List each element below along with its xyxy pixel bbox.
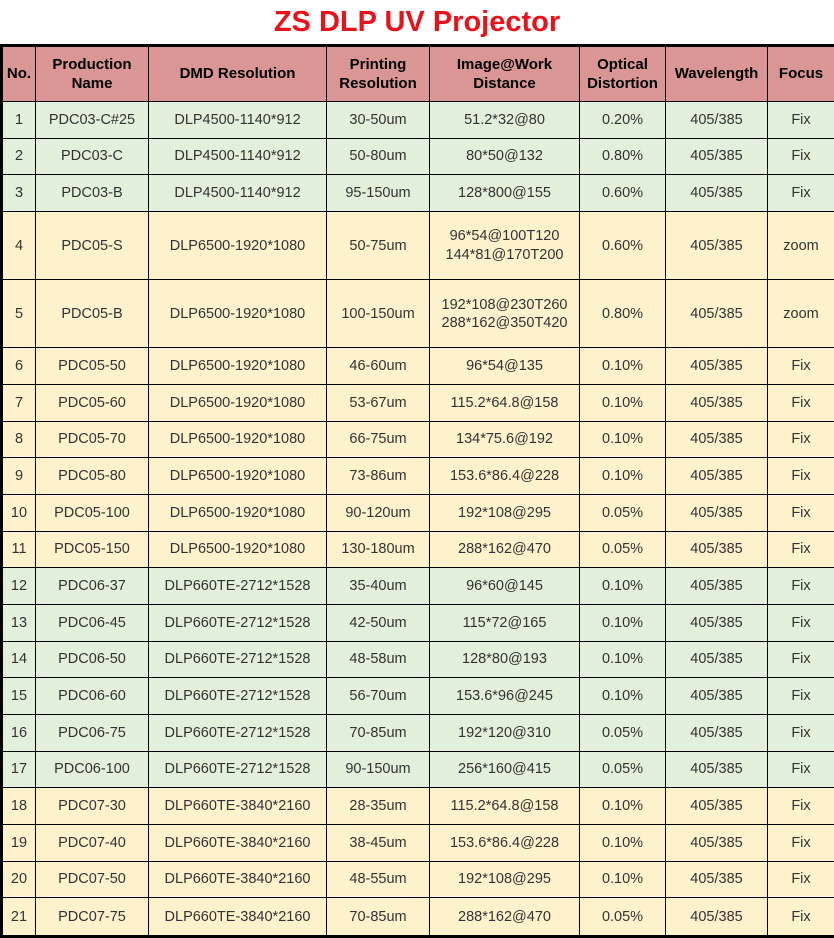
cell-optical-distortion: 0.10% — [580, 348, 666, 385]
cell-printing-resolution: 70-85um — [327, 715, 430, 752]
cell-dmd-resolution: DLP660TE-3840*2160 — [149, 825, 327, 862]
cell-dmd-resolution: DLP660TE-2712*1528 — [149, 751, 327, 788]
table-row — [2, 175, 834, 212]
cell-image-work-distance — [430, 898, 580, 937]
cell-focus: Fix — [768, 825, 834, 862]
table-row — [2, 898, 834, 937]
cell-focus: zoom — [768, 212, 834, 280]
cell-no: 20 — [2, 861, 36, 898]
cell-dmd-resolution: DLP4500-1140*912 — [149, 175, 327, 212]
cell-wavelength: 405/385 — [666, 175, 768, 212]
cell-focus: Fix — [768, 678, 834, 715]
cell-image-work-distance — [430, 715, 580, 752]
cell-image-work-distance — [430, 280, 580, 348]
header-row — [2, 46, 834, 102]
cell-production-name: PDC03-C — [36, 138, 149, 175]
cell-wavelength: 405/385 — [666, 348, 768, 385]
cell-wavelength: 405/385 — [666, 494, 768, 531]
cell-optical-distortion: 0.10% — [580, 421, 666, 458]
cell-focus: zoom — [768, 280, 834, 348]
image-distance-line: 288*162@350T420 — [441, 314, 568, 331]
cell-no: 15 — [2, 678, 36, 715]
cell-optical-distortion: 0.05% — [580, 494, 666, 531]
page-title: ZS DLP UV Projector — [273, 5, 561, 38]
cell-dmd-resolution: DLP660TE-2712*1528 — [149, 678, 327, 715]
cell-production-name: PDC06-50 — [36, 641, 149, 678]
cell-image-work-distance — [430, 384, 580, 421]
header-wavelength: Wavelength — [666, 46, 768, 102]
cell-no: 11 — [2, 531, 36, 568]
cell-wavelength: 405/385 — [666, 531, 768, 568]
cell-production-name: PDC05-100 — [36, 494, 149, 531]
cell-printing-resolution: 42-50um — [327, 605, 430, 642]
cell-no: 21 — [2, 898, 36, 937]
image-distance-line: 134*75.6@192 — [456, 431, 553, 448]
cell-printing-resolution: 50-80um — [327, 138, 430, 175]
cell-dmd-resolution: DLP6500-1920*1080 — [149, 280, 327, 348]
cell-image-work-distance — [430, 138, 580, 175]
cell-dmd-resolution: DLP660TE-2712*1528 — [149, 605, 327, 642]
cell-optical-distortion: 0.10% — [580, 605, 666, 642]
cell-focus: Fix — [768, 175, 834, 212]
cell-dmd-resolution: DLP6500-1920*1080 — [149, 531, 327, 568]
cell-dmd-resolution: DLP6500-1920*1080 — [149, 494, 327, 531]
cell-production-name: PDC06-60 — [36, 678, 149, 715]
cell-no: 12 — [2, 568, 36, 605]
cell-dmd-resolution: DLP6500-1920*1080 — [149, 212, 327, 280]
image-distance-line: 115.2*64.8@158 — [450, 394, 559, 411]
cell-printing-resolution: 50-75um — [327, 212, 430, 280]
cell-wavelength: 405/385 — [666, 751, 768, 788]
cell-wavelength: 405/385 — [666, 715, 768, 752]
cell-no: 4 — [2, 212, 36, 280]
cell-printing-resolution: 35-40um — [327, 568, 430, 605]
image-distance-line: 192*120@310 — [458, 724, 551, 741]
cell-focus: Fix — [768, 348, 834, 385]
cell-dmd-resolution: DLP6500-1920*1080 — [149, 458, 327, 495]
cell-no: 16 — [2, 715, 36, 752]
cell-image-work-distance — [430, 531, 580, 568]
table-row — [2, 788, 834, 825]
cell-wavelength: 405/385 — [666, 421, 768, 458]
table-row — [2, 421, 834, 458]
cell-dmd-resolution: DLP660TE-2712*1528 — [149, 568, 327, 605]
image-distance-line: 153.6*96@245 — [456, 688, 553, 705]
cell-dmd-resolution: DLP4500-1140*912 — [149, 102, 327, 139]
image-distance-line: 288*162@470 — [458, 908, 551, 925]
cell-dmd-resolution: DLP6500-1920*1080 — [149, 348, 327, 385]
cell-optical-distortion: 0.10% — [580, 384, 666, 421]
table-row — [2, 494, 834, 531]
cell-image-work-distance — [430, 788, 580, 825]
cell-optical-distortion: 0.10% — [580, 568, 666, 605]
table-row — [2, 212, 834, 280]
cell-printing-resolution: 46-60um — [327, 348, 430, 385]
cell-production-name: PDC05-B — [36, 280, 149, 348]
cell-printing-resolution: 70-85um — [327, 898, 430, 937]
cell-dmd-resolution: DLP6500-1920*1080 — [149, 421, 327, 458]
cell-image-work-distance — [430, 348, 580, 385]
cell-production-name: PDC06-100 — [36, 751, 149, 788]
cell-production-name: PDC03-B — [36, 175, 149, 212]
image-distance-line: 288*162@470 — [458, 541, 551, 558]
cell-printing-resolution: 53-67um — [327, 384, 430, 421]
cell-production-name: PDC07-50 — [36, 861, 149, 898]
header-image-work-distance: Image@Work Distance — [430, 46, 580, 102]
cell-no: 17 — [2, 751, 36, 788]
cell-printing-resolution: 73-86um — [327, 458, 430, 495]
cell-optical-distortion: 0.80% — [580, 280, 666, 348]
cell-focus: Fix — [768, 458, 834, 495]
cell-no: 7 — [2, 384, 36, 421]
spec-table — [0, 44, 834, 938]
cell-optical-distortion: 0.05% — [580, 751, 666, 788]
cell-dmd-resolution: DLP660TE-3840*2160 — [149, 788, 327, 825]
image-distance-line: 96*60@145 — [466, 578, 543, 595]
cell-wavelength: 405/385 — [666, 384, 768, 421]
table-row — [2, 641, 834, 678]
cell-focus: Fix — [768, 138, 834, 175]
cell-printing-resolution: 48-58um — [327, 641, 430, 678]
image-distance-line: 96*54@135 — [466, 358, 543, 375]
cell-dmd-resolution: DLP4500-1140*912 — [149, 138, 327, 175]
cell-focus: Fix — [768, 861, 834, 898]
cell-optical-distortion: 0.10% — [580, 825, 666, 862]
cell-image-work-distance — [430, 825, 580, 862]
header-focus: Focus — [768, 46, 834, 102]
cell-image-work-distance — [430, 212, 580, 280]
cell-optical-distortion: 0.05% — [580, 531, 666, 568]
cell-no: 13 — [2, 605, 36, 642]
cell-focus: Fix — [768, 421, 834, 458]
cell-production-name: PDC06-75 — [36, 715, 149, 752]
cell-production-name: PDC05-50 — [36, 348, 149, 385]
cell-printing-resolution: 66-75um — [327, 421, 430, 458]
cell-wavelength: 405/385 — [666, 458, 768, 495]
cell-production-name: PDC05-60 — [36, 384, 149, 421]
table-row — [2, 102, 834, 139]
cell-focus: Fix — [768, 788, 834, 825]
image-distance-line: 128*800@155 — [458, 185, 551, 202]
cell-image-work-distance — [430, 175, 580, 212]
image-distance-line: 51.2*32@80 — [464, 111, 545, 128]
table-row — [2, 861, 834, 898]
cell-dmd-resolution: DLP660TE-3840*2160 — [149, 861, 327, 898]
cell-no: 9 — [2, 458, 36, 495]
cell-image-work-distance — [430, 641, 580, 678]
cell-focus: Fix — [768, 715, 834, 752]
image-distance-line: 96*54@100T120 — [449, 228, 560, 245]
cell-production-name: PDC06-45 — [36, 605, 149, 642]
cell-optical-distortion: 0.20% — [580, 102, 666, 139]
cell-focus: Fix — [768, 102, 834, 139]
table-row — [2, 384, 834, 421]
cell-focus: Fix — [768, 494, 834, 531]
table-row — [2, 280, 834, 348]
cell-focus: Fix — [768, 568, 834, 605]
cell-image-work-distance — [430, 861, 580, 898]
cell-wavelength: 405/385 — [666, 280, 768, 348]
table-row — [2, 715, 834, 752]
cell-printing-resolution: 90-120um — [327, 494, 430, 531]
cell-wavelength: 405/385 — [666, 898, 768, 937]
cell-no: 3 — [2, 175, 36, 212]
cell-dmd-resolution: DLP660TE-2712*1528 — [149, 641, 327, 678]
cell-printing-resolution: 130-180um — [327, 531, 430, 568]
cell-image-work-distance — [430, 605, 580, 642]
image-distance-line: 115*72@165 — [462, 614, 547, 631]
cell-production-name: PDC03-C#25 — [36, 102, 149, 139]
cell-printing-resolution: 30-50um — [327, 102, 430, 139]
cell-production-name: PDC05-80 — [36, 458, 149, 495]
cell-printing-resolution: 48-55um — [327, 861, 430, 898]
cell-dmd-resolution: DLP660TE-2712*1528 — [149, 715, 327, 752]
table-row — [2, 751, 834, 788]
cell-wavelength: 405/385 — [666, 641, 768, 678]
cell-image-work-distance — [430, 494, 580, 531]
cell-production-name: PDC07-75 — [36, 898, 149, 937]
cell-optical-distortion: 0.10% — [580, 641, 666, 678]
table-row — [2, 678, 834, 715]
header-production-name: Production Name — [36, 46, 149, 102]
image-distance-line: 192*108@295 — [458, 871, 551, 888]
cell-wavelength: 405/385 — [666, 788, 768, 825]
image-distance-line: 80*50@132 — [466, 148, 543, 165]
image-distance-line: 153.6*86.4@228 — [449, 468, 560, 485]
cell-no: 2 — [2, 138, 36, 175]
cell-no: 5 — [2, 280, 36, 348]
table-row — [2, 348, 834, 385]
cell-production-name: PDC07-30 — [36, 788, 149, 825]
cell-wavelength: 405/385 — [666, 568, 768, 605]
cell-optical-distortion: 0.10% — [580, 458, 666, 495]
cell-focus: Fix — [768, 384, 834, 421]
cell-production-name: PDC05-S — [36, 212, 149, 280]
header-no: No. — [2, 46, 36, 102]
cell-production-name: PDC06-37 — [36, 568, 149, 605]
cell-optical-distortion: 0.60% — [580, 212, 666, 280]
image-distance-line: 115.2*64.8@158 — [450, 798, 559, 815]
cell-printing-resolution: 56-70um — [327, 678, 430, 715]
cell-image-work-distance — [430, 678, 580, 715]
cell-wavelength: 405/385 — [666, 102, 768, 139]
cell-optical-distortion: 0.80% — [580, 138, 666, 175]
cell-dmd-resolution: DLP660TE-3840*2160 — [149, 898, 327, 937]
cell-wavelength: 405/385 — [666, 605, 768, 642]
cell-image-work-distance — [430, 751, 580, 788]
cell-production-name: PDC07-40 — [36, 825, 149, 862]
header-dmd-resolution: DMD Resolution — [149, 46, 327, 102]
cell-no: 8 — [2, 421, 36, 458]
cell-production-name: PDC05-70 — [36, 421, 149, 458]
cell-dmd-resolution: DLP6500-1920*1080 — [149, 384, 327, 421]
cell-image-work-distance — [430, 102, 580, 139]
cell-focus: Fix — [768, 751, 834, 788]
cell-wavelength: 405/385 — [666, 138, 768, 175]
cell-no: 1 — [2, 102, 36, 139]
table-row — [2, 138, 834, 175]
cell-printing-resolution: 95-150um — [327, 175, 430, 212]
cell-optical-distortion: 0.60% — [580, 175, 666, 212]
image-distance-line: 144*81@170T200 — [445, 246, 564, 263]
cell-optical-distortion: 0.05% — [580, 715, 666, 752]
table-row — [2, 531, 834, 568]
cell-optical-distortion: 0.05% — [580, 898, 666, 937]
cell-no: 18 — [2, 788, 36, 825]
cell-printing-resolution: 38-45um — [327, 825, 430, 862]
image-distance-line: 128*80@193 — [462, 651, 547, 668]
cell-wavelength: 405/385 — [666, 861, 768, 898]
cell-printing-resolution: 100-150um — [327, 280, 430, 348]
cell-no: 10 — [2, 494, 36, 531]
cell-optical-distortion: 0.10% — [580, 678, 666, 715]
cell-printing-resolution: 90-150um — [327, 751, 430, 788]
cell-image-work-distance — [430, 568, 580, 605]
table-body — [2, 102, 834, 937]
cell-no: 14 — [2, 641, 36, 678]
cell-wavelength: 405/385 — [666, 212, 768, 280]
header-optical-distortion: Optical Distortion — [580, 46, 666, 102]
cell-production-name: PDC05-150 — [36, 531, 149, 568]
cell-image-work-distance — [430, 458, 580, 495]
cell-no: 19 — [2, 825, 36, 862]
table-row — [2, 458, 834, 495]
cell-optical-distortion: 0.10% — [580, 788, 666, 825]
image-distance-line: 192*108@295 — [458, 504, 551, 521]
cell-wavelength: 405/385 — [666, 825, 768, 862]
image-distance-line: 256*160@415 — [458, 761, 551, 778]
cell-image-work-distance — [430, 421, 580, 458]
header-printing-resolution: Printing Resolution — [327, 46, 430, 102]
cell-no: 6 — [2, 348, 36, 385]
table-row — [2, 605, 834, 642]
image-distance-line: 192*108@230T260 — [441, 296, 568, 313]
cell-focus: Fix — [768, 605, 834, 642]
cell-wavelength: 405/385 — [666, 678, 768, 715]
table-row — [2, 825, 834, 862]
cell-printing-resolution: 28-35um — [327, 788, 430, 825]
image-distance-line: 153.6*86.4@228 — [449, 834, 560, 851]
table-row — [2, 568, 834, 605]
cell-optical-distortion: 0.10% — [580, 861, 666, 898]
cell-focus: Fix — [768, 531, 834, 568]
cell-focus: Fix — [768, 641, 834, 678]
cell-focus: Fix — [768, 898, 834, 937]
